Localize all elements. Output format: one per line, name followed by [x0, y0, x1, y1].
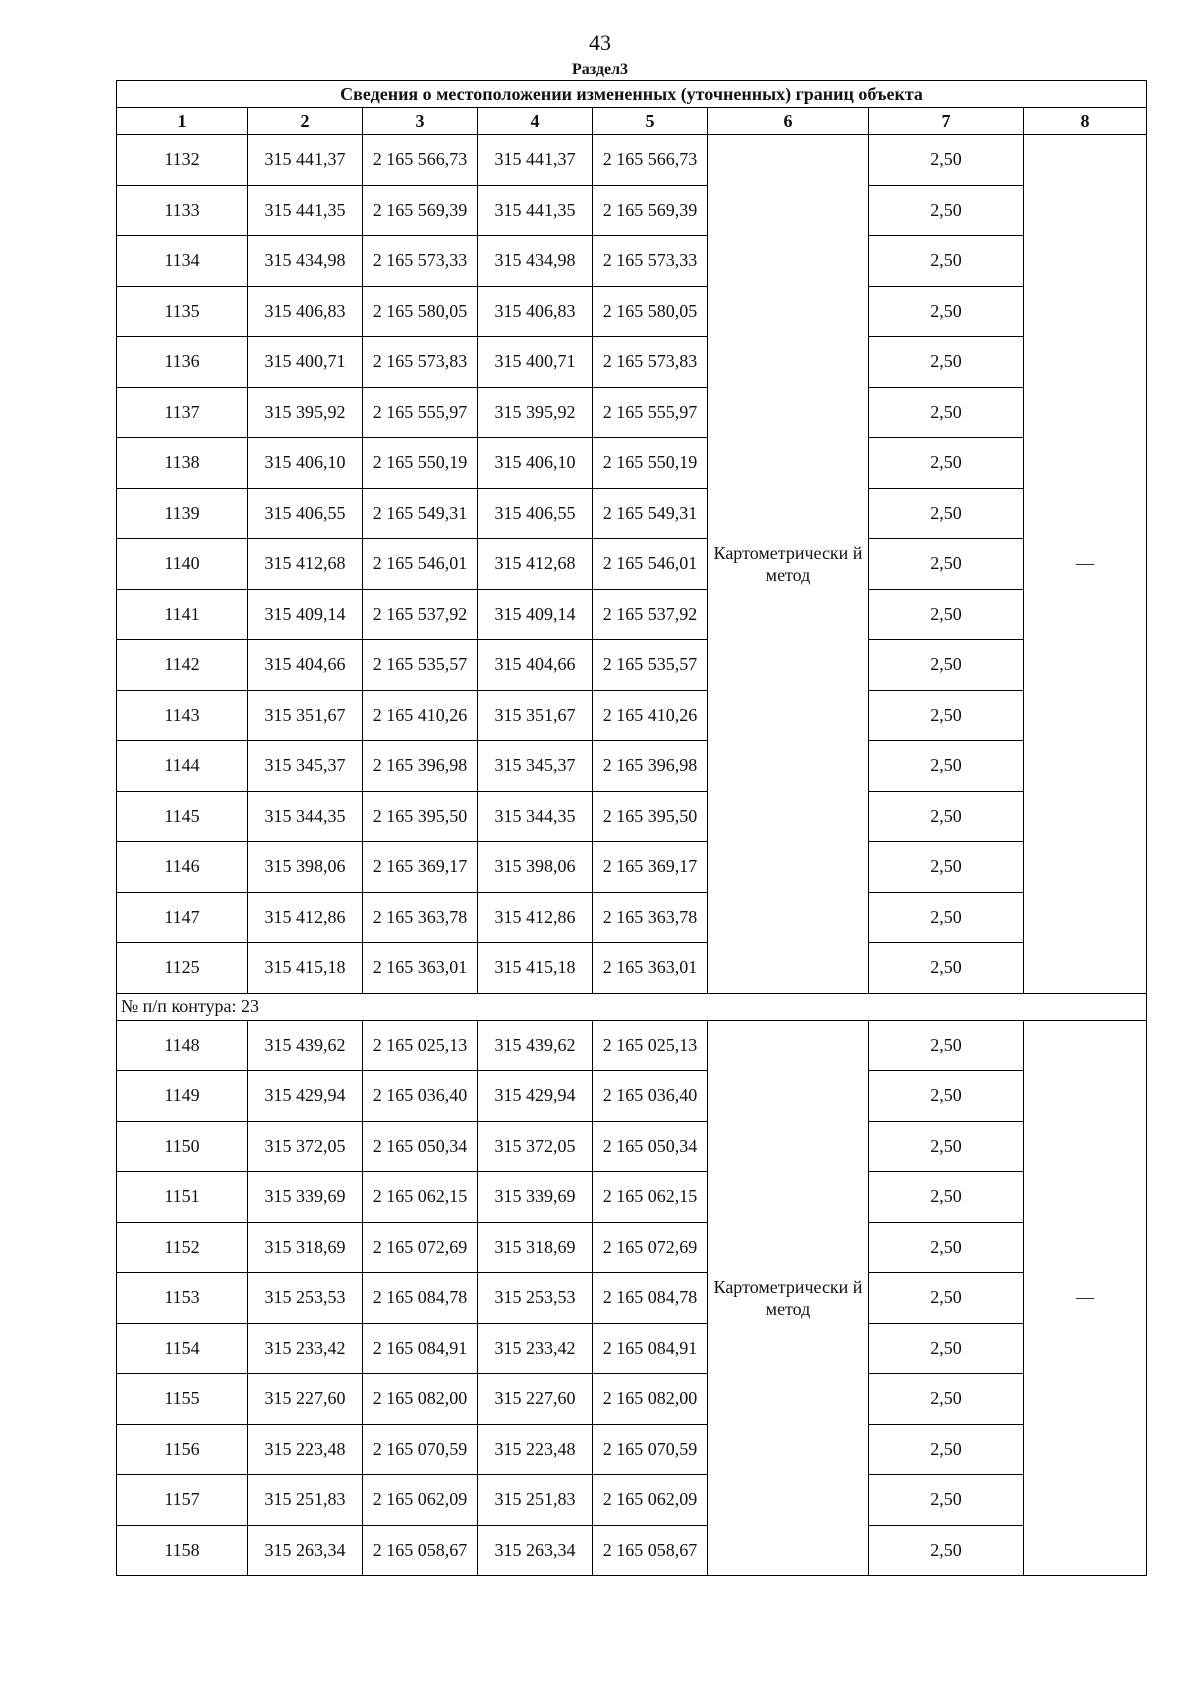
- point-number-cell: 1156: [117, 1424, 248, 1475]
- x-old-cell: 315 415,18: [248, 943, 363, 994]
- x-new-cell: 315 398,06: [478, 842, 593, 893]
- y-old-cell: 2 165 573,33: [363, 236, 478, 287]
- table-row: [117, 135, 1147, 186]
- point-number-cell: 1149: [117, 1071, 248, 1122]
- y-old-cell: 2 165 580,05: [363, 286, 478, 337]
- x-old-cell: 315 439,62: [248, 1020, 363, 1071]
- y-old-cell: 2 165 396,98: [363, 741, 478, 792]
- y-new-cell: 2 165 036,40: [593, 1071, 708, 1122]
- precision-cell: 2,50: [869, 1273, 1024, 1324]
- table-row: [117, 387, 1147, 438]
- y-old-cell: 2 165 395,50: [363, 791, 478, 842]
- x-new-cell: 315 263,34: [478, 1525, 593, 1576]
- y-new-cell: 2 165 072,69: [593, 1222, 708, 1273]
- x-new-cell: 315 251,83: [478, 1475, 593, 1526]
- point-number-cell: 1153: [117, 1273, 248, 1324]
- x-new-cell: 315 253,53: [478, 1273, 593, 1324]
- y-old-cell: 2 165 025,13: [363, 1020, 478, 1071]
- point-number-cell: 1134: [117, 236, 248, 287]
- point-number-cell: 1143: [117, 690, 248, 741]
- x-new-cell: 315 344,35: [478, 791, 593, 842]
- x-new-cell: 315 345,37: [478, 741, 593, 792]
- table-row: [117, 943, 1147, 994]
- coordinates-table: [116, 80, 1147, 1576]
- x-new-cell: 315 406,10: [478, 438, 593, 489]
- point-number-cell: 1141: [117, 589, 248, 640]
- point-number-cell: 1125: [117, 943, 248, 994]
- y-new-cell: 2 165 573,33: [593, 236, 708, 287]
- x-old-cell: 315 412,86: [248, 892, 363, 943]
- y-new-cell: 2 165 363,78: [593, 892, 708, 943]
- y-old-cell: 2 165 058,67: [363, 1525, 478, 1576]
- y-new-cell: 2 165 062,09: [593, 1475, 708, 1526]
- precision-cell: 2,50: [869, 337, 1024, 388]
- y-new-cell: 2 165 549,31: [593, 488, 708, 539]
- x-new-cell: 315 415,18: [478, 943, 593, 994]
- x-old-cell: 315 404,66: [248, 640, 363, 691]
- precision-cell: 2,50: [869, 1525, 1024, 1576]
- x-new-cell: 315 395,92: [478, 387, 593, 438]
- x-new-cell: 315 412,86: [478, 892, 593, 943]
- x-old-cell: 315 345,37: [248, 741, 363, 792]
- point-number-cell: 1132: [117, 135, 248, 186]
- y-new-cell: 2 165 363,01: [593, 943, 708, 994]
- x-new-cell: 315 441,35: [478, 185, 593, 236]
- y-new-cell: 2 165 569,39: [593, 185, 708, 236]
- column-number-4: 4: [478, 108, 593, 135]
- table-row: [117, 1374, 1147, 1425]
- y-new-cell: 2 165 070,59: [593, 1424, 708, 1475]
- x-old-cell: 315 223,48: [248, 1424, 363, 1475]
- point-number-cell: 1144: [117, 741, 248, 792]
- table-row: [117, 1121, 1147, 1172]
- y-old-cell: 2 165 369,17: [363, 842, 478, 893]
- precision-cell: 2,50: [869, 1424, 1024, 1475]
- precision-cell: 2,50: [869, 185, 1024, 236]
- x-old-cell: 315 429,94: [248, 1071, 363, 1122]
- contour-row: [117, 993, 1147, 1020]
- contour-label: № п/п контура: 23: [117, 993, 1147, 1020]
- point-number-cell: 1150: [117, 1121, 248, 1172]
- table-row: [117, 1424, 1147, 1475]
- x-new-cell: 315 372,05: [478, 1121, 593, 1172]
- point-number-cell: 1155: [117, 1374, 248, 1425]
- y-new-cell: 2 165 537,92: [593, 589, 708, 640]
- y-old-cell: 2 165 050,34: [363, 1121, 478, 1172]
- table-row: [117, 286, 1147, 337]
- column-number-8: 8: [1024, 108, 1147, 135]
- table-caption: Сведения о местоположении измененных (уточненных) границ объекта: [117, 81, 1147, 108]
- point-number-cell: 1154: [117, 1323, 248, 1374]
- y-new-cell: 2 165 050,34: [593, 1121, 708, 1172]
- precision-cell: 2,50: [869, 1475, 1024, 1526]
- x-old-cell: 315 372,05: [248, 1121, 363, 1172]
- x-old-cell: 315 398,06: [248, 842, 363, 893]
- y-old-cell: 2 165 363,01: [363, 943, 478, 994]
- x-old-cell: 315 233,42: [248, 1323, 363, 1374]
- x-old-cell: 315 441,35: [248, 185, 363, 236]
- x-old-cell: 315 406,55: [248, 488, 363, 539]
- x-old-cell: 315 318,69: [248, 1222, 363, 1273]
- precision-cell: 2,50: [869, 690, 1024, 741]
- x-old-cell: 315 263,34: [248, 1525, 363, 1576]
- x-old-cell: 315 406,83: [248, 286, 363, 337]
- y-old-cell: 2 165 569,39: [363, 185, 478, 236]
- precision-cell: 2,50: [869, 1121, 1024, 1172]
- x-new-cell: 315 339,69: [478, 1172, 593, 1223]
- table-body: [117, 135, 1147, 1576]
- table-row: [117, 185, 1147, 236]
- column-number-5: 5: [593, 108, 708, 135]
- y-old-cell: 2 165 546,01: [363, 539, 478, 590]
- precision-cell: 2,50: [869, 1172, 1024, 1223]
- precision-cell: 2,50: [869, 135, 1024, 186]
- x-new-cell: 315 223,48: [478, 1424, 593, 1475]
- y-new-cell: 2 165 580,05: [593, 286, 708, 337]
- table-row: [117, 1323, 1147, 1374]
- x-old-cell: 315 351,67: [248, 690, 363, 741]
- column-number-3: 3: [363, 108, 478, 135]
- precision-cell: 2,50: [869, 438, 1024, 489]
- point-number-cell: 1139: [117, 488, 248, 539]
- table-row: [117, 1273, 1147, 1324]
- point-number-cell: 1133: [117, 185, 248, 236]
- precision-cell: 2,50: [869, 1222, 1024, 1273]
- precision-cell: 2,50: [869, 539, 1024, 590]
- method-cell: Картометрически й метод: [708, 135, 869, 994]
- y-new-cell: 2 165 062,15: [593, 1172, 708, 1223]
- x-new-cell: 315 439,62: [478, 1020, 593, 1071]
- y-old-cell: 2 165 363,78: [363, 892, 478, 943]
- point-number-cell: 1142: [117, 640, 248, 691]
- precision-cell: 2,50: [869, 892, 1024, 943]
- y-new-cell: 2 165 396,98: [593, 741, 708, 792]
- y-old-cell: 2 165 537,92: [363, 589, 478, 640]
- y-new-cell: 2 165 084,91: [593, 1323, 708, 1374]
- column-number-6: 6: [708, 108, 869, 135]
- column-8-cell: —: [1024, 1020, 1147, 1576]
- y-old-cell: 2 165 062,15: [363, 1172, 478, 1223]
- y-old-cell: 2 165 084,78: [363, 1273, 478, 1324]
- x-old-cell: 315 227,60: [248, 1374, 363, 1425]
- x-old-cell: 315 409,14: [248, 589, 363, 640]
- y-new-cell: 2 165 535,57: [593, 640, 708, 691]
- table-row: [117, 1071, 1147, 1122]
- point-number-cell: 1157: [117, 1475, 248, 1526]
- x-new-cell: 315 429,94: [478, 1071, 593, 1122]
- y-old-cell: 2 165 566,73: [363, 135, 478, 186]
- y-old-cell: 2 165 549,31: [363, 488, 478, 539]
- y-new-cell: 2 165 395,50: [593, 791, 708, 842]
- x-new-cell: 315 412,68: [478, 539, 593, 590]
- x-old-cell: 315 344,35: [248, 791, 363, 842]
- x-new-cell: 315 227,60: [478, 1374, 593, 1425]
- y-old-cell: 2 165 062,09: [363, 1475, 478, 1526]
- point-number-cell: 1140: [117, 539, 248, 590]
- y-new-cell: 2 165 410,26: [593, 690, 708, 741]
- x-new-cell: 315 406,55: [478, 488, 593, 539]
- precision-cell: 2,50: [869, 842, 1024, 893]
- x-new-cell: 315 400,71: [478, 337, 593, 388]
- point-number-cell: 1158: [117, 1525, 248, 1576]
- precision-cell: 2,50: [869, 488, 1024, 539]
- y-new-cell: 2 165 025,13: [593, 1020, 708, 1071]
- precision-cell: 2,50: [869, 1323, 1024, 1374]
- point-number-cell: 1146: [117, 842, 248, 893]
- y-new-cell: 2 165 573,83: [593, 337, 708, 388]
- x-old-cell: 315 406,10: [248, 438, 363, 489]
- y-new-cell: 2 165 546,01: [593, 539, 708, 590]
- y-new-cell: 2 165 566,73: [593, 135, 708, 186]
- x-old-cell: 315 412,68: [248, 539, 363, 590]
- y-old-cell: 2 165 036,40: [363, 1071, 478, 1122]
- table-row: [117, 892, 1147, 943]
- column-8-cell: —: [1024, 135, 1147, 994]
- y-old-cell: 2 165 072,69: [363, 1222, 478, 1273]
- precision-cell: 2,50: [869, 791, 1024, 842]
- section-title: Раздел3: [571, 61, 629, 78]
- x-new-cell: 315 318,69: [478, 1222, 593, 1273]
- y-old-cell: 2 165 082,00: [363, 1374, 478, 1425]
- precision-cell: 2,50: [869, 1020, 1024, 1071]
- y-new-cell: 2 165 082,00: [593, 1374, 708, 1425]
- y-old-cell: 2 165 550,19: [363, 438, 478, 489]
- point-number-cell: 1135: [117, 286, 248, 337]
- x-old-cell: 315 251,83: [248, 1475, 363, 1526]
- table-row: [117, 791, 1147, 842]
- table-row: [117, 337, 1147, 388]
- precision-cell: 2,50: [869, 387, 1024, 438]
- precision-cell: 2,50: [869, 589, 1024, 640]
- precision-cell: 2,50: [869, 236, 1024, 287]
- point-number-cell: 1151: [117, 1172, 248, 1223]
- point-number-cell: 1136: [117, 337, 248, 388]
- table-row: [117, 589, 1147, 640]
- x-new-cell: 315 441,37: [478, 135, 593, 186]
- column-number-1: 1: [117, 108, 248, 135]
- method-cell: Картометрически й метод: [708, 1020, 869, 1576]
- point-number-cell: 1137: [117, 387, 248, 438]
- x-old-cell: 315 400,71: [248, 337, 363, 388]
- table-row: [117, 438, 1147, 489]
- table-row: [117, 1222, 1147, 1273]
- point-number-cell: 1148: [117, 1020, 248, 1071]
- y-new-cell: 2 165 084,78: [593, 1273, 708, 1324]
- table-row: [117, 1525, 1147, 1576]
- x-new-cell: 315 233,42: [478, 1323, 593, 1374]
- precision-cell: 2,50: [869, 1071, 1024, 1122]
- y-new-cell: 2 165 555,97: [593, 387, 708, 438]
- y-old-cell: 2 165 535,57: [363, 640, 478, 691]
- precision-cell: 2,50: [869, 286, 1024, 337]
- x-old-cell: 315 395,92: [248, 387, 363, 438]
- y-new-cell: 2 165 058,67: [593, 1525, 708, 1576]
- x-new-cell: 315 404,66: [478, 640, 593, 691]
- table-row: [117, 236, 1147, 287]
- table-row: [117, 1172, 1147, 1223]
- table-row: [117, 1475, 1147, 1526]
- precision-cell: 2,50: [869, 943, 1024, 994]
- x-new-cell: 315 406,83: [478, 286, 593, 337]
- y-old-cell: 2 165 555,97: [363, 387, 478, 438]
- y-old-cell: 2 165 573,83: [363, 337, 478, 388]
- x-old-cell: 315 434,98: [248, 236, 363, 287]
- x-old-cell: 315 253,53: [248, 1273, 363, 1324]
- y-new-cell: 2 165 550,19: [593, 438, 708, 489]
- x-new-cell: 315 351,67: [478, 690, 593, 741]
- y-new-cell: 2 165 369,17: [593, 842, 708, 893]
- point-number-cell: 1145: [117, 791, 248, 842]
- table-row: [117, 1020, 1147, 1071]
- column-number-2: 2: [248, 108, 363, 135]
- x-new-cell: 315 409,14: [478, 589, 593, 640]
- y-old-cell: 2 165 070,59: [363, 1424, 478, 1475]
- table-row: [117, 488, 1147, 539]
- precision-cell: 2,50: [869, 640, 1024, 691]
- column-number-row: [117, 108, 1147, 135]
- x-old-cell: 315 339,69: [248, 1172, 363, 1223]
- x-new-cell: 315 434,98: [478, 236, 593, 287]
- table-row: [117, 690, 1147, 741]
- column-number-7: 7: [869, 108, 1024, 135]
- y-old-cell: 2 165 410,26: [363, 690, 478, 741]
- precision-cell: 2,50: [869, 741, 1024, 792]
- point-number-cell: 1152: [117, 1222, 248, 1273]
- table-row: [117, 539, 1147, 590]
- precision-cell: 2,50: [869, 1374, 1024, 1425]
- point-number-cell: 1147: [117, 892, 248, 943]
- y-old-cell: 2 165 084,91: [363, 1323, 478, 1374]
- table-row: [117, 741, 1147, 792]
- x-old-cell: 315 441,37: [248, 135, 363, 186]
- page-number: 43: [589, 30, 611, 55]
- table-row: [117, 842, 1147, 893]
- table-row: [117, 640, 1147, 691]
- point-number-cell: 1138: [117, 438, 248, 489]
